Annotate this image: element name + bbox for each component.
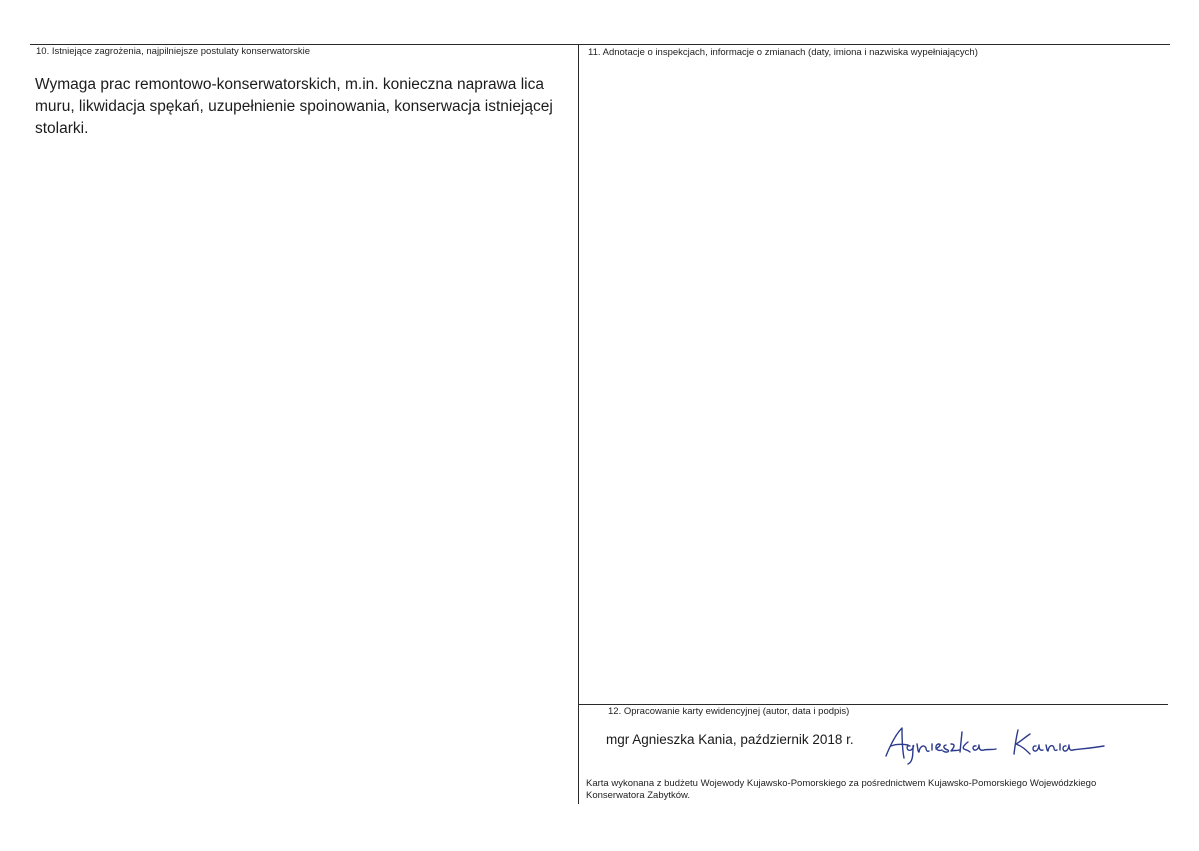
section11-title: 11. Adnotacje o inspekcjach, informacje o zmianach (daty, imiona i nazwiska wypełniających) [588,47,978,58]
author-line: mgr Agnieszka Kania, październik 2018 r. [606,732,854,747]
section10-title: 10. Istniejące zagrożenia, najpilniejsze postulaty konserwatorskie [36,46,311,57]
handwritten-signature [880,722,1115,767]
top-rule [30,44,1170,45]
section12-rule [578,704,1168,705]
section10-text: Wymaga prac remontowo-konserwatorskich, m.in. konieczna naprawa lica muru, likwidacja spękań, uzupełnienie spoinowania, konserwacja istniejącej stolarki. [35,76,553,137]
section12-title: 12. Opracowanie karty ewidencyjnej (autor, data i podpis) [608,706,850,717]
column-divider [578,44,579,804]
funding-note: Karta wykonana z budżetu Wojewody Kujawsko-Pomorskiego za pośrednictwem Kujawsko-Pomorskiego Wojewódzkiego Konserwatora Zabytków. [586,778,1097,801]
